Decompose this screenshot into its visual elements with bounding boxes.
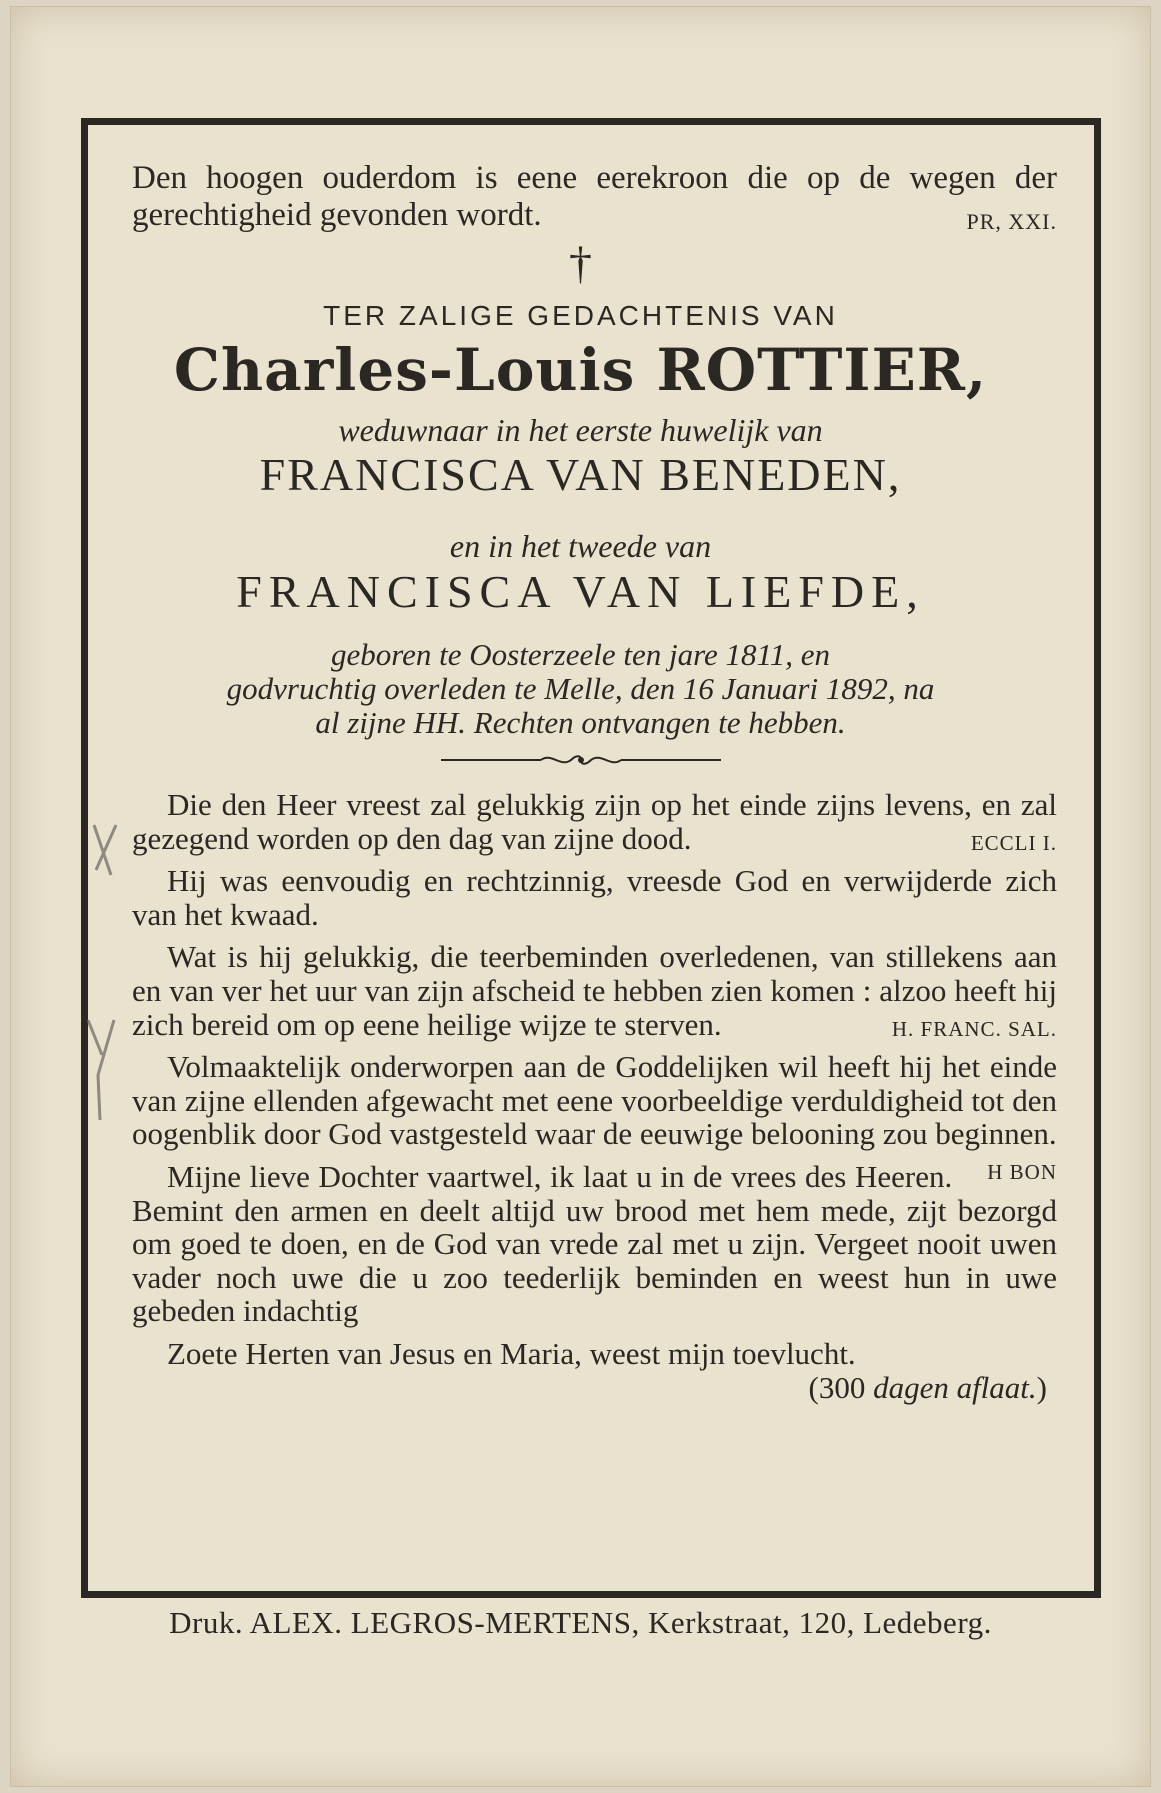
second-marriage-line: en in het tweede van	[449, 528, 712, 564]
first-spouse-name: FRANCISCA VAN BENEDEN,	[259, 449, 902, 500]
bio-line-3: al zijne HH. Rechten ontvangen te hebben.	[315, 705, 846, 740]
indulgence-days: 300	[818, 1369, 866, 1405]
paragraph-text: Die den Heer vreest zal gelukkig zijn op het einde zijns levens, en zal gezegend worden op den dag van zijne dood.	[132, 787, 1057, 856]
bio-line-2: godvruchtig overleden te Melle, den 16 Januari 1892, na	[226, 671, 935, 706]
paragraph-text: Volmaaktelijk onderworpen aan de Goddelijken wil heeft hij het einde van zijne ellenden afgewacht met eene voorbeeldige verduldigheid tot den oogenblik door God vastgesteld waar de eeuwige belooning zou beginnen.	[132, 1049, 1057, 1152]
paragraph-reference: ECCLI I.	[970, 830, 1057, 855]
motto-text: Den hoogen ouderdom is eene eerekroon die op de wegen der gerechtigheid gevonden wordt.	[132, 160, 1057, 233]
paragraph-reference: H BON	[987, 1159, 1057, 1184]
ornament-divider	[0, 752, 1161, 773]
paren-open: (	[808, 1369, 819, 1405]
motto-reference: PR, XXI.	[966, 209, 1057, 234]
paragraph-3	[132, 940, 1057, 1041]
paragraph-4	[132, 1049, 1057, 1184]
pencil-mark-icon	[86, 820, 126, 884]
widower-line: weduwnaar in het eerste huwelijk van	[338, 412, 823, 448]
paragraph-1	[132, 788, 1057, 855]
cross-icon: †	[569, 237, 592, 288]
paragraph-5	[132, 1160, 1057, 1328]
deceased-name: Charles-Louis ROTTIER,	[173, 336, 988, 404]
paragraph-reference: H. FRANC. SAL.	[891, 1016, 1057, 1041]
memorial-heading: TER ZALIGE GEDACHTENIS VAN	[323, 300, 838, 331]
pencil-mark-icon	[82, 1015, 122, 1129]
paragraph-text: Mijne lieve Dochter vaartwel, ik laat u in de vrees des Heeren. Bemint den armen en deelt altijd uw brood met hem mede, zijt bezorgd om goed te doen, en de God van vrede zal met u zijn. Vergeet nooit uwen vader noch uwe die u zoo teederlijk beminden en weest hun in uwe gebeden indachtig	[132, 1158, 1057, 1329]
paragraph-2	[132, 864, 1057, 931]
body-text	[132, 788, 1057, 1404]
paren-close: )	[1036, 1369, 1047, 1405]
printer-imprint: Druk. ALEX. LEGROS-MERTENS, Kerkstraat, 120, Ledeberg.	[169, 1605, 992, 1640]
indulgence-note	[132, 1371, 1057, 1405]
closing-prayer: Zoete Herten van Jesus en Maria, weest mijn toevlucht.	[167, 1335, 856, 1371]
biography	[0, 638, 1161, 740]
bio-line-1: geboren te Oosterzeele ten jare 1811, en	[330, 637, 830, 672]
paragraph-text: Hij was eenvoudig en rechtzinnig, vreesde God en verwijderde zich van het kwaad.	[132, 863, 1057, 932]
paragraph-text: Wat is hij gelukkig, die teerbeminden overledenen, van stillekens aan en van ver het uur van zijn afscheid te hebben zien komen : alzoo heeft hij zich bereid om op eene heilige wijze te sterven.	[132, 939, 1057, 1042]
motto	[132, 160, 1057, 240]
second-spouse-name: FRANCISCA VAN LIEFDE,	[236, 566, 925, 617]
ornament-flourish-icon	[431, 752, 731, 768]
indulgence-text: dagen aflaat.	[873, 1369, 1037, 1405]
